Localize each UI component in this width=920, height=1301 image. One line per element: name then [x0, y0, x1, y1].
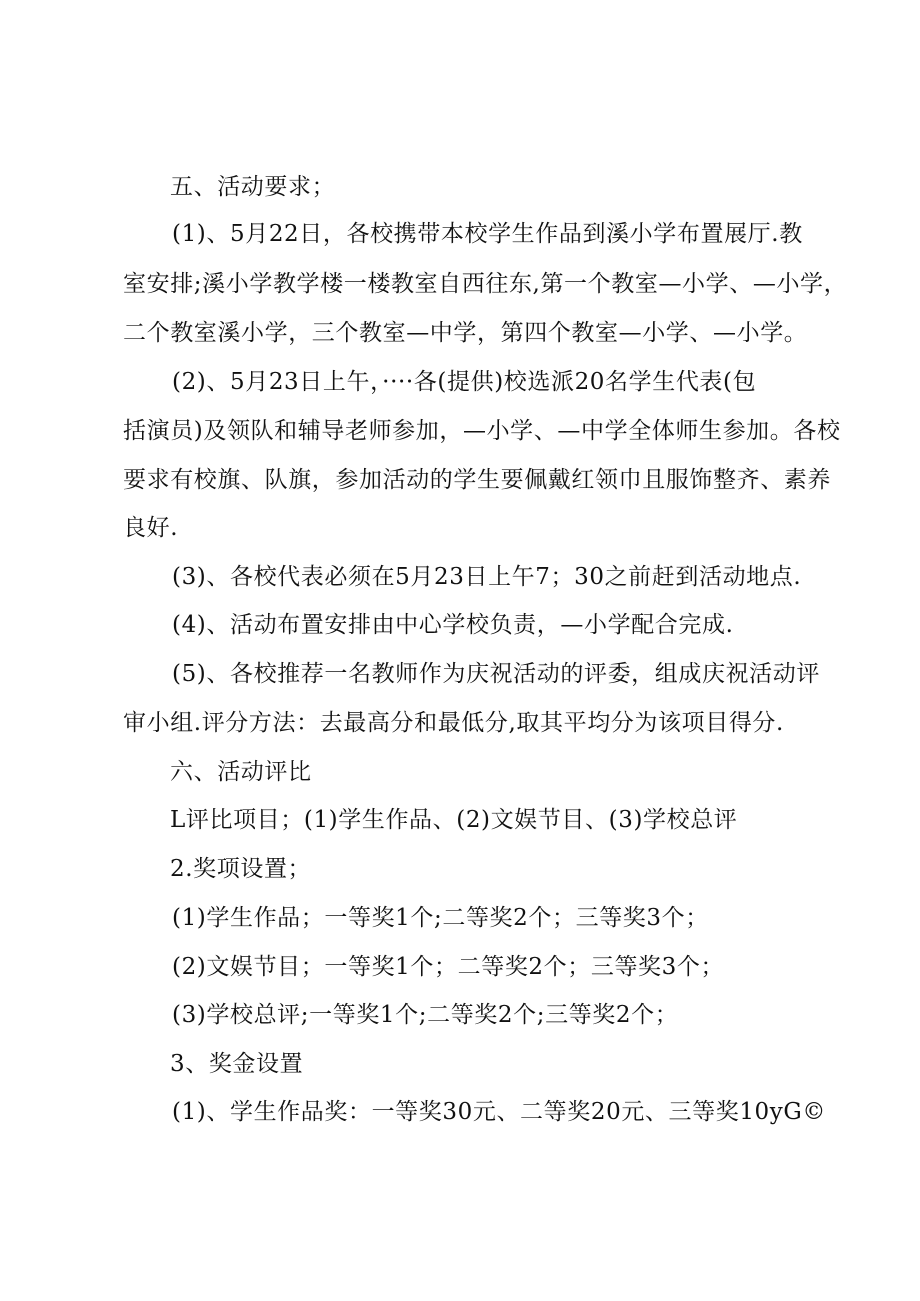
- paragraph-line: 二个教室溪小学，三个教室—中学，第四个教室—小学、—小学。: [123, 320, 808, 346]
- paragraph-line: (3)、各校代表必须在5月23日上午7；30之前赶到活动地点.: [172, 564, 802, 590]
- section-heading-activity-requirements: 五、活动要求；: [170, 174, 336, 200]
- paragraph-line: 良好.: [123, 515, 179, 541]
- paragraph-line: (1)、5月22日，各校携带本校学生作品到溪小学布置展厅.教: [172, 221, 803, 247]
- evaluation-items-line: L评比项目；(1)学生作品、(2)文娱节目、(3)学校总评: [170, 807, 738, 833]
- paragraph-line: (5)、各校推荐一名教师作为庆祝活动的评委，组成庆祝活动评: [172, 661, 820, 687]
- award-line: (3)学校总评;一等奖1个;二等奖2个;三等奖2个；: [172, 1002, 679, 1028]
- paragraph-line: 室安排;溪小学教学楼一楼教室自西往东,第一个教室—小学、—小学，: [123, 271, 848, 297]
- award-line: (1)学生作品；一等奖1个;二等奖2个；三等奖3个；: [172, 905, 709, 931]
- award-line: (2)文娱节目；一等奖1个；二等奖2个；三等奖3个；: [172, 954, 725, 980]
- prize-money-line: (1)、学生作品奖：一等奖30元、二等奖20元、三等奖10yG©: [172, 1099, 826, 1125]
- paragraph-line: 审小组.评分方法：去最高分和最低分,取其平均分为该项目得分.: [123, 710, 784, 736]
- section-heading-activity-evaluation: 六、活动评比: [170, 759, 312, 785]
- paragraph-line: (4)、活动布置安排由中心学校负责，—小学配合完成.: [172, 612, 734, 638]
- award-settings-heading: 2.奖项设置；: [170, 856, 312, 882]
- paragraph-line: (2)、5月23日上午，····各(提供)校选派20名学生代表(包: [172, 369, 757, 395]
- prize-money-heading: 3、奖金设置: [170, 1051, 304, 1077]
- paragraph-line: 括演员)及领队和辅导老师参加，—小学、—中学全体师生参加。各校: [123, 418, 841, 444]
- paragraph-line: 要求有校旗、队旗，参加活动的学生要佩戴红领巾且服饰整齐、素养: [123, 467, 831, 493]
